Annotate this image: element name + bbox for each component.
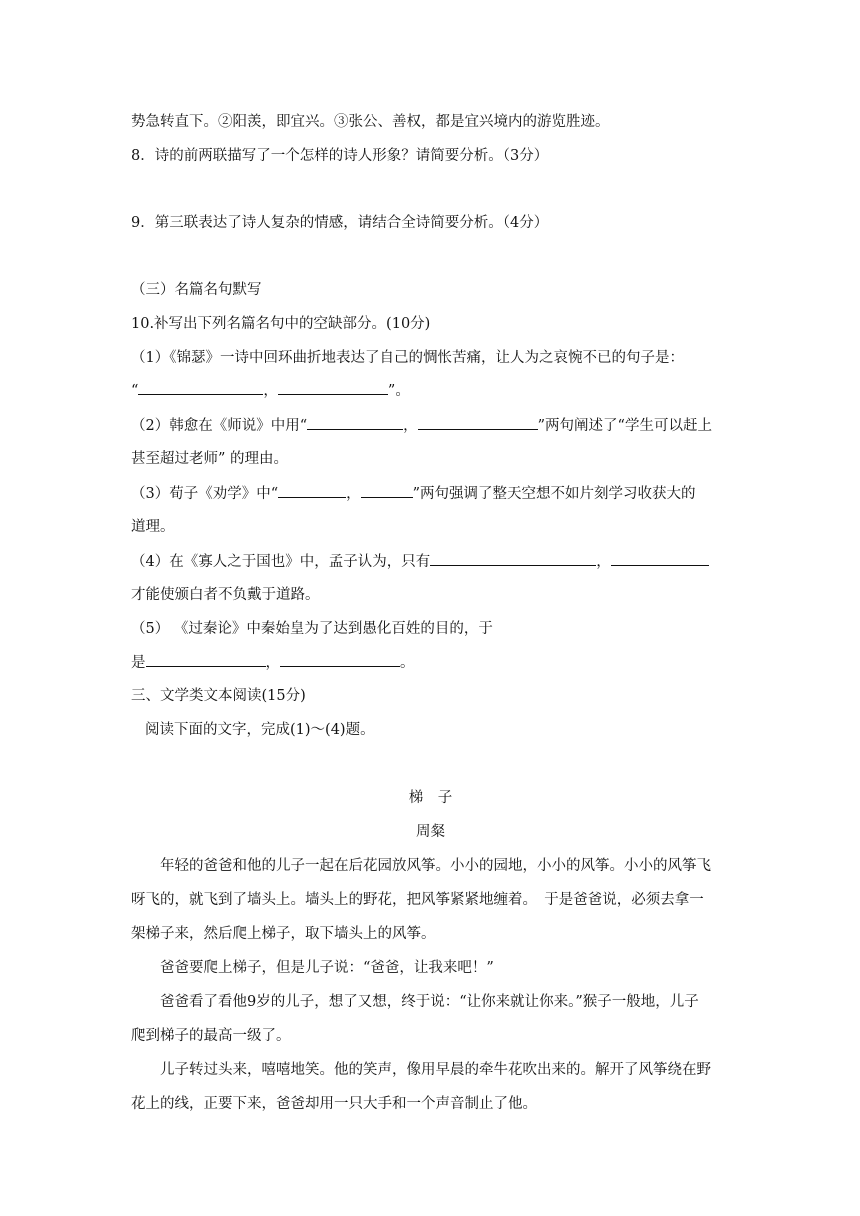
q10-item2-line1 bbox=[131, 415, 730, 436]
item-text: 是 bbox=[131, 655, 146, 671]
story-author: 周粲 bbox=[416, 824, 445, 840]
item-text: （2）韩愈在《师说》中用“ bbox=[131, 418, 308, 434]
question-9: 9．第三联表达了诗人复杂的情感，请结合全诗简要分析。（4分） bbox=[131, 215, 549, 231]
story-paragraph-3-line-1: 爸爸看了看他9岁的儿子，想了又想，终于说：“让你来就让你来。”猴子一般地，儿子 bbox=[160, 994, 699, 1010]
fill-blank[interactable] bbox=[278, 483, 346, 498]
story-paragraph-4-line-2: 花上的线，正要下来，爸爸却用一只大手和一个声音制止了他。 bbox=[131, 1096, 537, 1112]
item-text: ”两句阐述了“学生可以赶上 bbox=[537, 418, 712, 434]
part-3-instruction: 阅读下面的文字，完成(1)～(4)题。 bbox=[145, 722, 375, 738]
fill-blank[interactable] bbox=[280, 652, 400, 667]
story-paragraph-1-line-2: 呀飞的，就飞到了墙头上。墙头上的野花，把风筝紧紧地缠着。 于是爸爸说，必须去拿一 bbox=[131, 892, 704, 908]
fill-blank[interactable] bbox=[361, 483, 413, 498]
item-text: （3）荀子《劝学》中“ bbox=[131, 486, 279, 502]
open-quote: “ bbox=[131, 383, 139, 399]
section-heading-famous-lines: （三）名篇名句默写 bbox=[131, 282, 262, 298]
q10-item1-line1: （1）《锦瑟》一诗中回环曲折地表达了自己的惆怅苦痛，让人为之哀惋不已的句子是： bbox=[131, 350, 684, 366]
q10-item2-line2: 甚至超过老师” 的理由。 bbox=[131, 451, 289, 467]
q10-item4-line1 bbox=[131, 551, 730, 572]
fill-blank[interactable] bbox=[146, 652, 266, 667]
fill-blank[interactable] bbox=[138, 380, 263, 395]
part-3-heading: 三、文学类文本阅读(15分) bbox=[131, 688, 306, 704]
story-title: 梯 子 bbox=[408, 790, 453, 806]
fill-blank[interactable] bbox=[611, 551, 709, 566]
fill-blank[interactable] bbox=[430, 551, 596, 566]
item-text: ”两句强调了整天空想不如片刻学习收获大的 bbox=[412, 486, 696, 502]
q10-item5-line1: （5） 《过秦论》中秦始皇为了达到愚化百姓的目的，于 bbox=[131, 621, 493, 637]
close-quote: ”。 bbox=[387, 383, 410, 399]
q10-item5-line2 bbox=[131, 652, 730, 673]
question-8: 8．诗的前两联描写了一个怎样的诗人形象？请简要分析。（3分） bbox=[131, 148, 549, 164]
comma: ， bbox=[596, 554, 611, 570]
question-10-title: 10.补写出下列名篇名句中的空缺部分。(10分) bbox=[131, 316, 431, 332]
story-paragraph-1-line-3: 架梯子来，然后爬上梯子，取下墙头上的风筝。 bbox=[131, 926, 436, 942]
comma: ， bbox=[346, 486, 361, 502]
period: 。 bbox=[400, 655, 415, 671]
q10-item3-line2: 道理。 bbox=[131, 519, 175, 535]
fill-blank[interactable] bbox=[278, 380, 388, 395]
item-text: （4）在《寡人之于国也》中，孟子认为，只有 bbox=[131, 554, 431, 570]
story-paragraph-4-line-1: 儿子转过头来，嘻嘻地笑。他的笑声，像用早晨的牵牛花吹出来的。解开了风筝绕在野 bbox=[160, 1062, 711, 1078]
q10-item4-line2: 才能使颁白者不负戴于道路。 bbox=[131, 587, 320, 603]
q10-item3-line1 bbox=[131, 483, 730, 504]
fill-blank[interactable] bbox=[307, 415, 403, 430]
comma: ， bbox=[263, 383, 278, 399]
story-paragraph-1-line-1: 年轻的爸爸和他的儿子一起在后花园放风筝。小小的园地，小小的风筝。小小的风筝飞 bbox=[160, 858, 711, 874]
notes-tail: 势急转直下。②阳羡，即宜兴。③张公、善权，都是宜兴境内的游览胜迹。 bbox=[131, 114, 610, 130]
fill-blank[interactable] bbox=[418, 415, 538, 430]
comma: ， bbox=[265, 655, 280, 671]
comma: ， bbox=[403, 418, 418, 434]
q10-item1-line2 bbox=[131, 380, 730, 401]
story-paragraph-3-line-2: 爬到梯子的最高一级了。 bbox=[131, 1028, 291, 1044]
story-paragraph-2: 爸爸要爬上梯子，但是儿子说：“爸爸，让我来吧！” bbox=[160, 960, 494, 976]
